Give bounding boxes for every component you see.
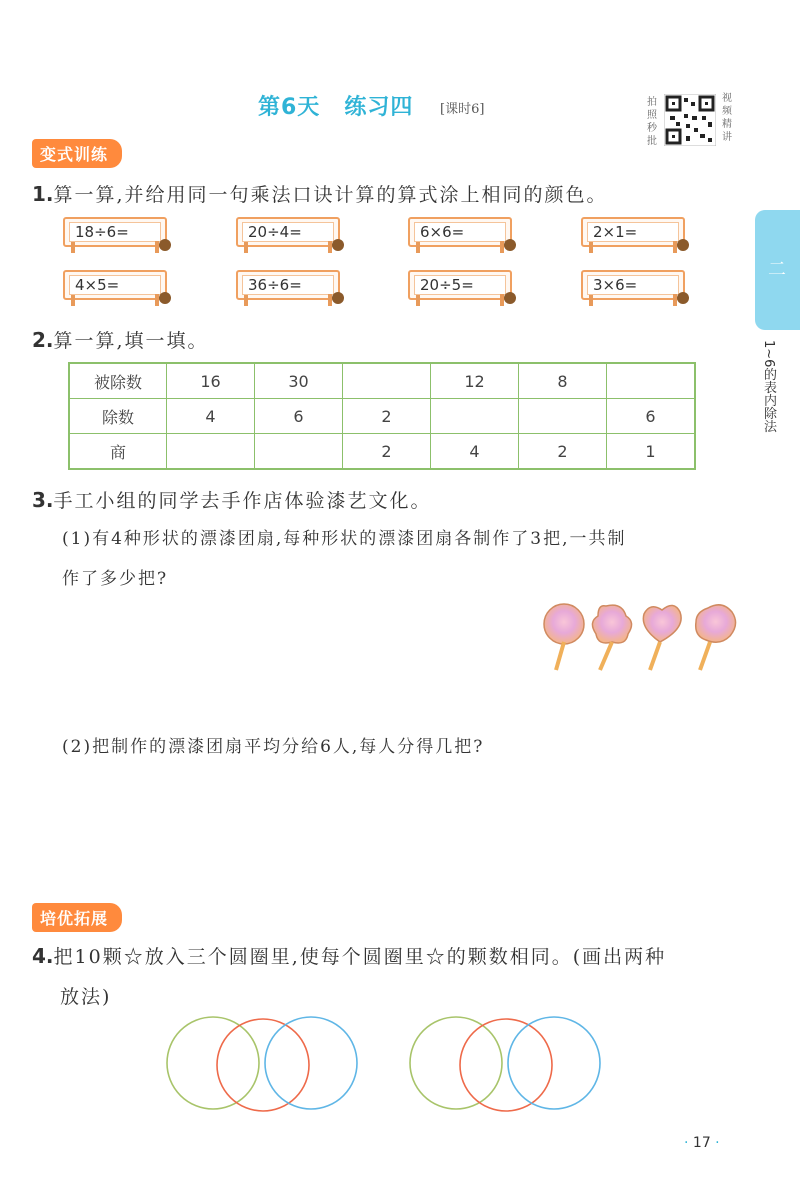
table-cell[interactable]: 4 [167, 399, 255, 434]
question-3 [32, 486, 432, 513]
table-cell[interactable]: 4 [431, 434, 519, 470]
expression-text: 20÷4= [248, 223, 302, 241]
circle-green[interactable] [167, 1017, 259, 1109]
table-cell[interactable]: 6 [607, 399, 696, 434]
qr-right-caption: 视频精讲 [722, 93, 732, 143]
table-cell[interactable]: 2 [519, 434, 607, 470]
expression-sign[interactable] [581, 217, 685, 247]
page-number-value: 17 [692, 1135, 711, 1151]
question-1-number: 1. [32, 182, 54, 206]
expression-text: 18÷6= [75, 223, 129, 241]
question-4-line-2: 放法) [60, 986, 112, 1008]
question-3-number: 3. [32, 488, 54, 512]
circle-red[interactable] [217, 1019, 309, 1111]
lesson-tag: [课时6] [440, 102, 485, 117]
fans-illustration [540, 598, 740, 678]
table-cell[interactable]: 16 [167, 363, 255, 399]
circle-group-1[interactable] [165, 1015, 365, 1115]
question-2-number: 2. [32, 328, 54, 352]
table-cell[interactable] [255, 434, 343, 470]
question-1 [32, 180, 608, 207]
circle-red[interactable] [460, 1019, 552, 1111]
page-title [258, 90, 413, 121]
table-cell[interactable] [343, 363, 431, 399]
circle-green[interactable] [410, 1017, 502, 1109]
circle-blue[interactable] [265, 1017, 357, 1109]
table-cell[interactable] [431, 399, 519, 434]
table-cell[interactable]: 2 [343, 434, 431, 470]
table-cell[interactable]: 6 [255, 399, 343, 434]
question-2 [32, 326, 209, 353]
expression-text: 2×1= [593, 223, 638, 241]
page-number: · 17 · [684, 1135, 720, 1151]
heart-fan-icon [643, 605, 681, 670]
chapter-tab-number: 二 [768, 259, 786, 280]
question-1-text: 算一算,并给用同一句乘法口诀计算的算式涂上相同的颜色。 [53, 184, 608, 206]
expression-sign[interactable] [408, 217, 512, 247]
qr-code-icon[interactable] [664, 94, 716, 146]
table-cell[interactable] [167, 434, 255, 470]
chapter-topic: 1~6的表内除法 [761, 340, 776, 433]
question-4 [32, 942, 666, 969]
circle-group-2[interactable] [408, 1015, 608, 1115]
table-row-dividend [69, 363, 695, 399]
question-3-part-2: (2)把制作的漂漆团扇平均分给6人,每人分得几把? [62, 737, 485, 757]
expression-sign[interactable] [63, 270, 167, 300]
row-label: 被除数 [69, 363, 167, 399]
question-2-text: 算一算,填一填。 [53, 330, 209, 352]
question-3-part-1-line-2: 作了多少把? [62, 569, 169, 589]
table-cell[interactable]: 30 [255, 363, 343, 399]
expression-text: 3×6= [593, 276, 638, 294]
table-row-quotient [69, 434, 695, 470]
expression-sign[interactable] [581, 270, 685, 300]
expression-sign[interactable] [408, 270, 512, 300]
expression-sign[interactable] [236, 270, 340, 300]
cloud-fan-icon [696, 605, 736, 670]
row-label: 除数 [69, 399, 167, 434]
table-cell[interactable] [519, 399, 607, 434]
expression-text: 20÷5= [420, 276, 474, 294]
table-row-divisor [69, 399, 695, 434]
expression-sign[interactable] [236, 217, 340, 247]
table-cell[interactable] [607, 363, 696, 399]
qr-left-caption: 拍照秒批 [647, 97, 657, 147]
flower-fan-icon [592, 605, 631, 670]
table-cell[interactable]: 2 [343, 399, 431, 434]
question-3-text: 手工小组的同学去手作店体验漆艺文化。 [53, 490, 432, 512]
expression-sign[interactable] [63, 217, 167, 247]
question-4-number: 4. [32, 944, 54, 968]
table-cell[interactable]: 8 [519, 363, 607, 399]
expression-text: 36÷6= [248, 276, 302, 294]
title-day: 第6天 [258, 95, 321, 120]
title-topic: 练习四 [344, 95, 414, 120]
table-cell[interactable]: 12 [431, 363, 519, 399]
question-3-part-1-line-1: (1)有4种形状的漂漆团扇,每种形状的漂漆团扇各制作了3把,一共制 [62, 529, 627, 549]
row-label: 商 [69, 434, 167, 470]
table-cell[interactable]: 1 [607, 434, 696, 470]
section-label-advanced: 培优拓展 [32, 903, 122, 932]
division-table [68, 362, 696, 470]
round-fan-icon [544, 604, 584, 670]
section-label-variant-training: 变式训练 [32, 139, 122, 168]
expression-text: 6×6= [420, 223, 465, 241]
question-4-line-1: 把10颗☆放入三个圆圈里,使每个圆圈里☆的颗数相同。(画出两种 [53, 946, 667, 968]
expression-text: 4×5= [75, 276, 120, 294]
circle-blue[interactable] [508, 1017, 600, 1109]
